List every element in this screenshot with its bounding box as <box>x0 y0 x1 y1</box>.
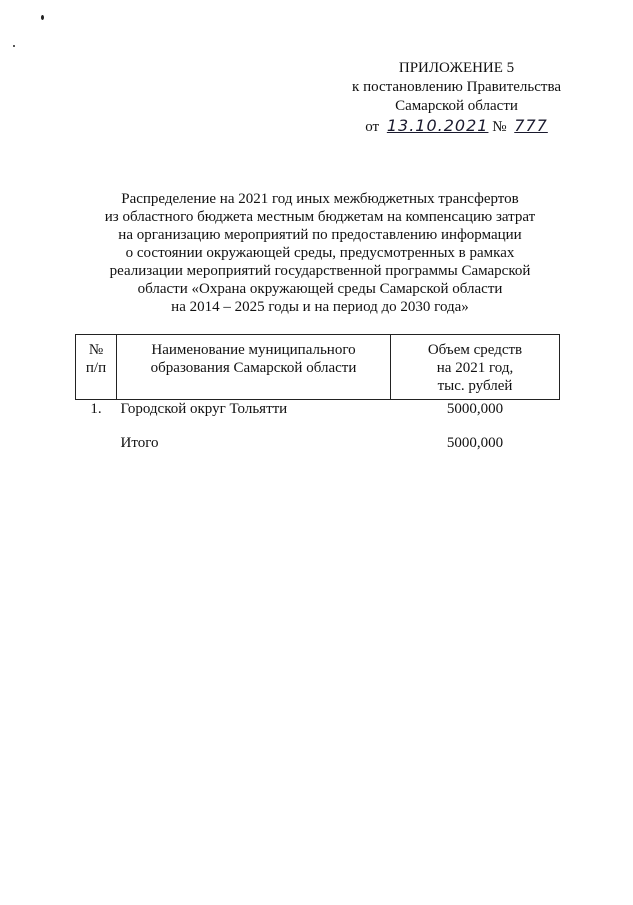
date-number-line <box>352 116 561 137</box>
scan-speck <box>41 15 44 20</box>
row-num: 1. <box>90 401 102 417</box>
total-label: Итого <box>120 435 159 451</box>
total-row <box>76 434 560 468</box>
number-prefix: № <box>492 119 507 135</box>
table-header-row <box>76 335 560 400</box>
header-num: № п/п <box>76 335 117 400</box>
table-row <box>76 400 560 435</box>
handwritten-number: 777 <box>514 116 548 135</box>
resolution-reference: к постановлению Правительства <box>352 79 561 95</box>
heading-line: Распределение на 2021 год иных межбюджетных трансфертов <box>121 191 519 207</box>
heading-line: на организацию мероприятий по предоставлению информации <box>118 227 522 243</box>
date-prefix: от <box>365 119 380 135</box>
heading-line: о состоянии окружающей среды, предусмотренных в рамках <box>125 245 515 261</box>
scan-speck <box>13 45 15 47</box>
row-municipality: Городской округ Тольятти <box>120 401 288 417</box>
allocation-table <box>75 334 560 468</box>
appendix-title: ПРИЛОЖЕНИЕ 5 <box>398 60 515 76</box>
heading-line: на 2014 – 2025 годы и на период до 2030 года» <box>171 299 469 315</box>
heading-line: реализации мероприятий государственной программы Самарской <box>109 263 531 279</box>
heading-line: из областного бюджета местным бюджетам на компенсацию затрат <box>104 209 536 225</box>
total-num <box>76 434 117 468</box>
header-municipality: Наименование муниципального образования Самарской области <box>117 335 391 400</box>
row-volume: 5000,000 <box>446 401 504 417</box>
heading-line: области «Охрана окружающей среды Самарской области <box>137 281 503 297</box>
handwritten-date: 13.10.2021 <box>386 116 489 135</box>
total-volume: 5000,000 <box>446 435 504 451</box>
document-heading <box>100 190 540 316</box>
approval-stamp-block <box>352 59 561 137</box>
region-name: Самарской области <box>395 98 518 114</box>
header-volume: Объем средств на 2021 год, тыс. рублей <box>391 335 560 400</box>
